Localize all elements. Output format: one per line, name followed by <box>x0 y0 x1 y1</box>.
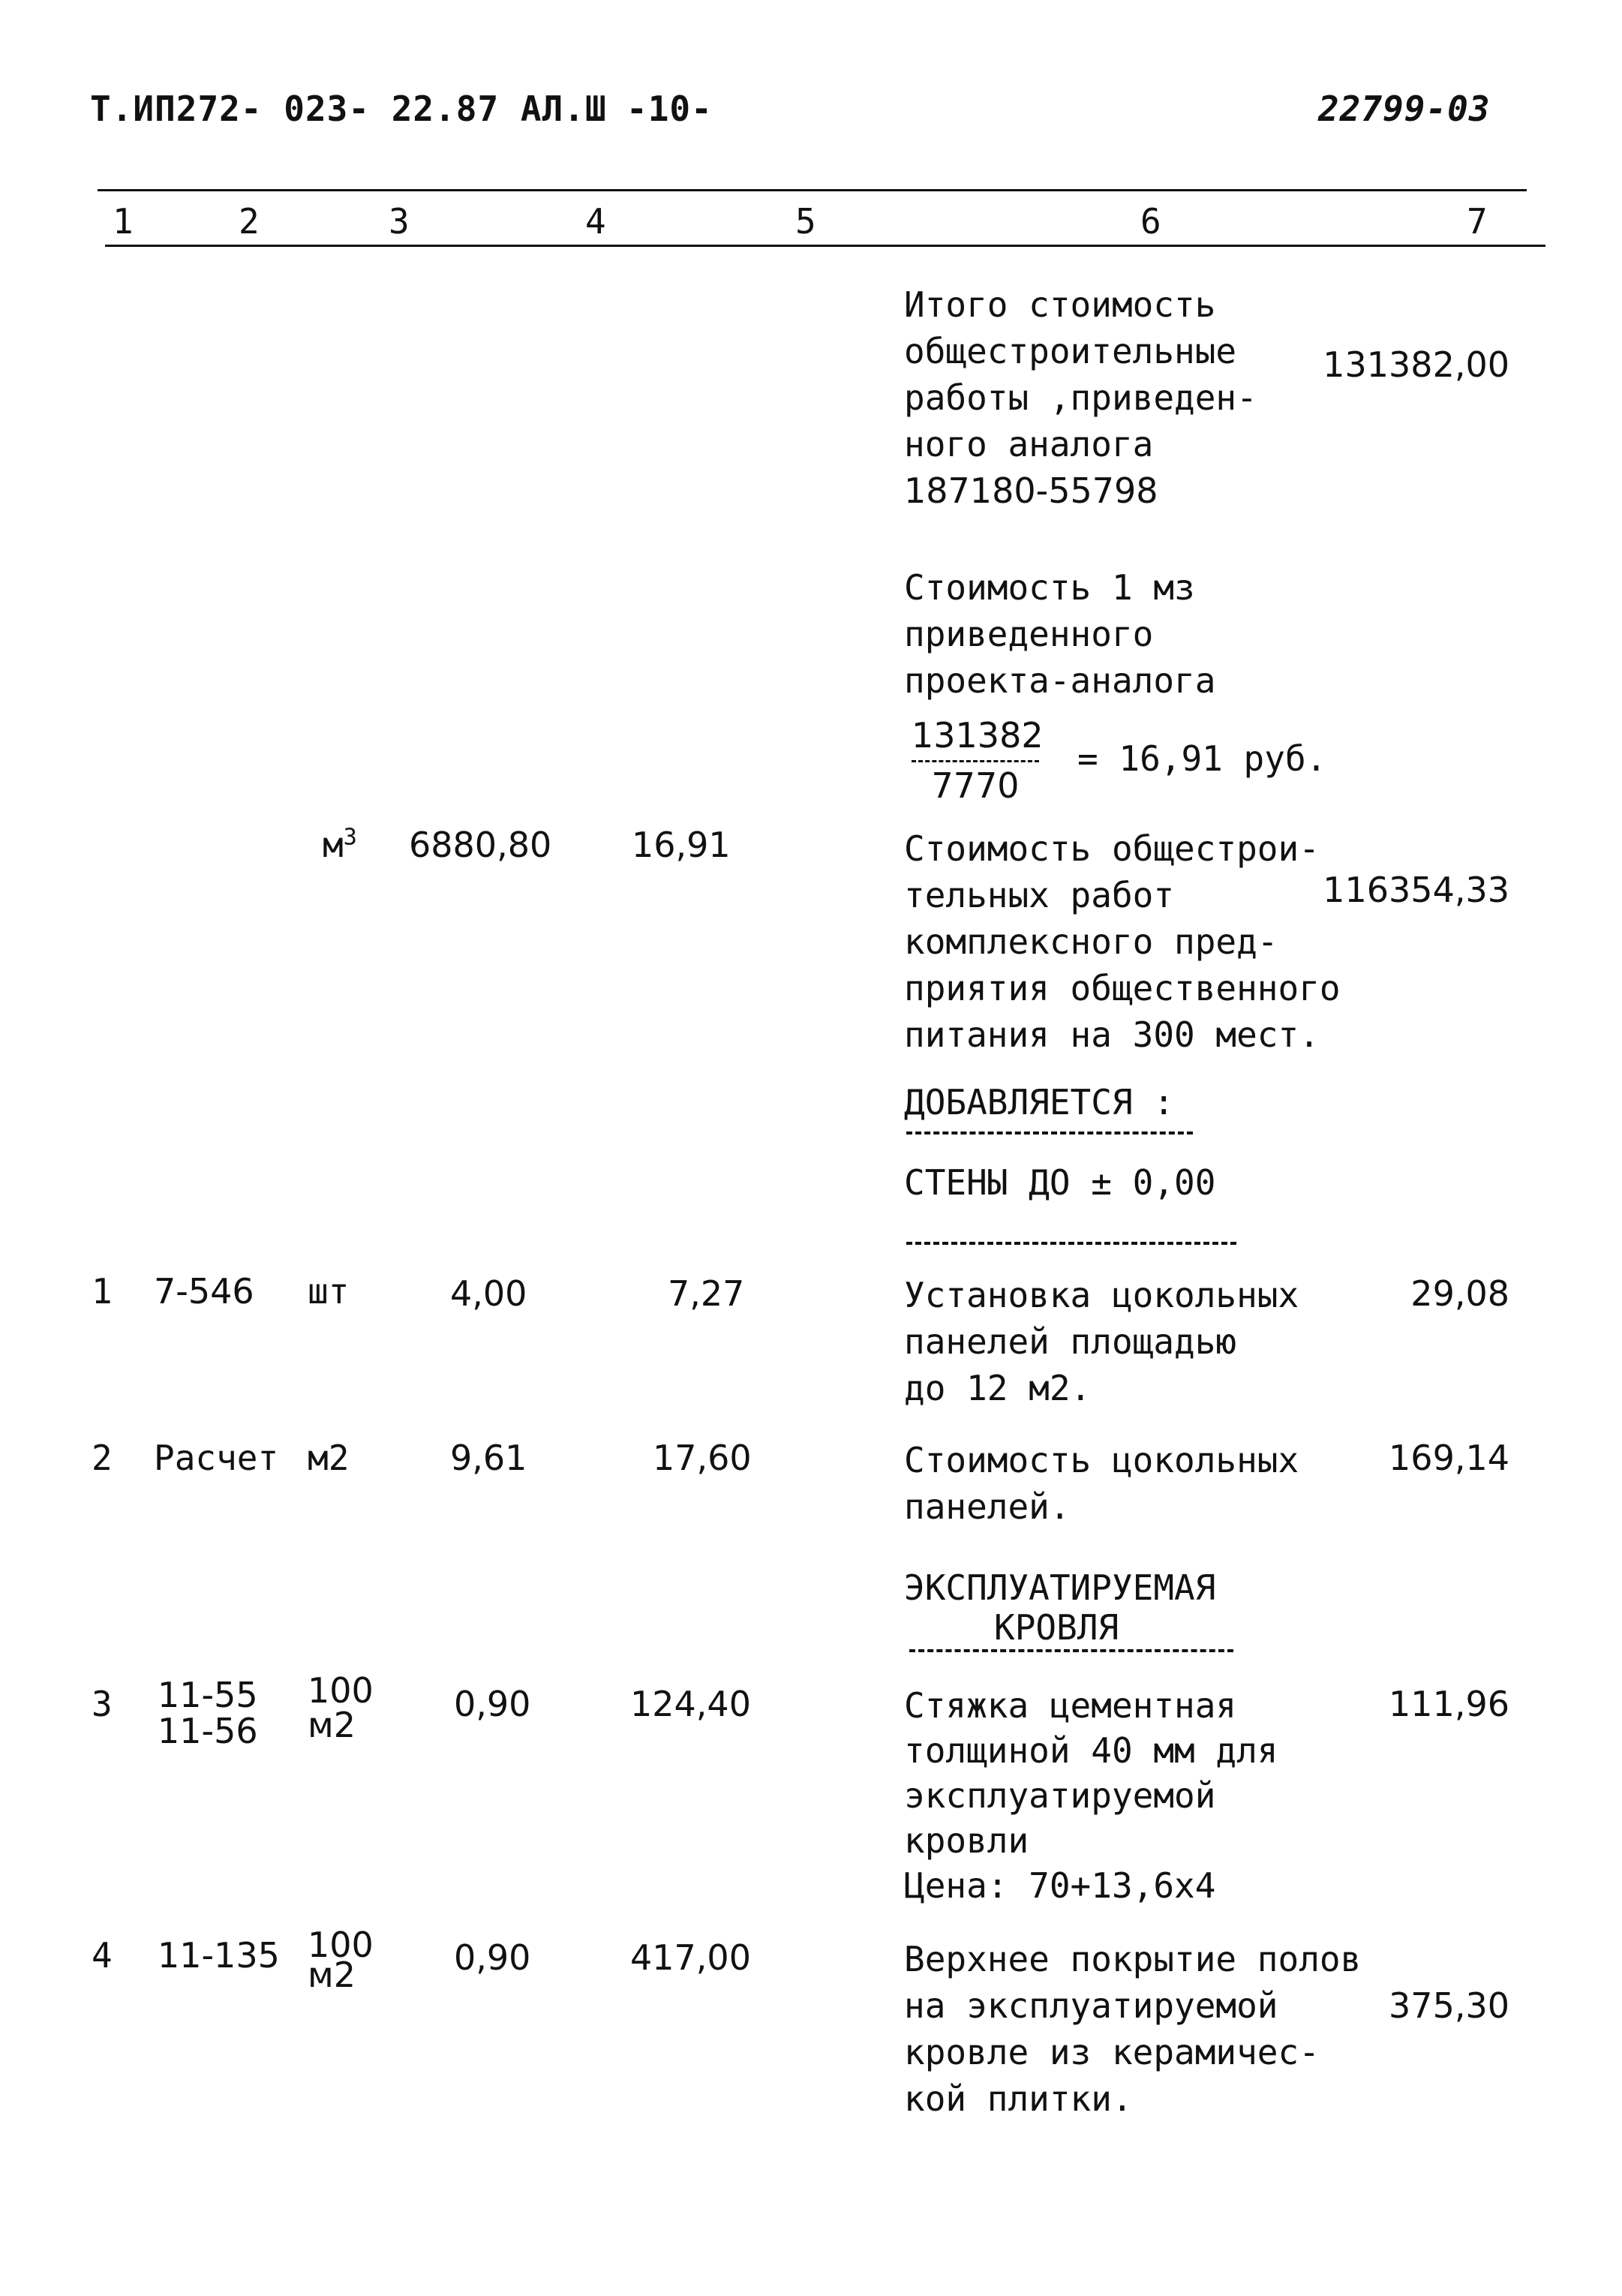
item-2-code: Расчет <box>154 1438 279 1478</box>
analog-total-value: 131382,00 <box>1323 344 1509 385</box>
item-1-price: 7,27 <box>668 1273 745 1314</box>
fraction-bar <box>912 760 1039 762</box>
col-header-3: 3 <box>389 201 410 242</box>
item-3-total: 111,96 <box>1389 1684 1509 1724</box>
item-4-qty: 0,90 <box>454 1937 531 1978</box>
main-unit: $м^3$ <box>323 824 357 865</box>
item-2-number: 2 <box>92 1438 113 1478</box>
item-2-description: Стоимость цокольных панелей. <box>904 1440 1299 1527</box>
section-added-heading: ДОБАВЛЯЕТСЯ : <box>904 1082 1175 1122</box>
section-roof-heading: ЭКСПЛУАТИРУЕМАЯ <box>904 1567 1216 1608</box>
fraction-result: = 16,91 руб. <box>1077 738 1327 779</box>
main-price: 16,91 <box>632 825 731 865</box>
item-3-description: Стяжка цементная толщиной 40 мм для эксплуатируемой кровли Цена: 70+13,6х4 <box>904 1685 1278 1906</box>
item-4-number: 4 <box>92 1935 113 1976</box>
item-3-unit: 100 м2 <box>308 1670 374 1745</box>
section-roof-heading-2: КРОВЛЯ <box>994 1607 1119 1648</box>
section-walls-heading: СТЕНЫ ДО ± 0,00 <box>904 1162 1216 1203</box>
item-2-price: 17,60 <box>653 1438 752 1478</box>
main-total: 116354,33 <box>1323 870 1509 910</box>
page-number: -10- <box>626 89 713 129</box>
analog-total-description: Итого стоимость общестроительные работы ,приведен- ного аналога 187180-55798 <box>904 284 1257 511</box>
item-1-total: 29,08 <box>1410 1273 1509 1314</box>
item-3-price: 124,40 <box>630 1684 751 1724</box>
item-1-qty: 4,00 <box>450 1273 527 1314</box>
unit-cost-fraction <box>912 715 1044 806</box>
item-4-price: 417,00 <box>630 1937 751 1978</box>
section-added-underline <box>906 1131 1193 1134</box>
item-4-unit: 100 м2 <box>308 1925 374 1995</box>
document-code: Т.ИП272- 023- 22.87 АЛ.Ш <box>90 89 607 129</box>
item-1-number: 1 <box>92 1271 113 1312</box>
table-top-rule <box>98 189 1527 191</box>
col-header-5: 5 <box>795 201 816 242</box>
main-description: Стоимость общестрои- тельных работ комплексного пред- приятия общественного питания на 300 мест. <box>904 828 1341 1055</box>
col-header-2: 2 <box>239 201 260 242</box>
item-1-unit: шт <box>308 1271 350 1312</box>
unit-cost-description: Стоимость 1 мз приведенного проекта-аналога <box>904 567 1216 701</box>
document-number: 22799-03 <box>1318 89 1491 129</box>
col-header-7: 7 <box>1467 201 1488 242</box>
col-header-4: 4 <box>585 201 606 242</box>
item-1-description: Установка цокольных панелей площадью до 12 м2. <box>904 1275 1299 1408</box>
fraction-numerator: 131382 <box>912 715 1044 756</box>
item-4-total: 375,30 <box>1389 1985 1509 2026</box>
table-header-rule <box>105 245 1545 247</box>
col-header-1: 1 <box>113 201 134 242</box>
main-qty: 6880,80 <box>409 825 552 865</box>
item-4-code: 11-135 <box>158 1935 280 1976</box>
col-header-6: 6 <box>1140 201 1161 242</box>
section-walls-underline <box>906 1242 1236 1245</box>
item-2-qty: 9,61 <box>450 1438 527 1478</box>
item-2-unit: м2 <box>308 1438 350 1478</box>
item-2-total: 169,14 <box>1389 1438 1509 1478</box>
item-3-qty: 0,90 <box>454 1684 531 1724</box>
item-1-code: 7-546 <box>154 1271 254 1312</box>
item-3-code: 11-55 11-56 <box>158 1675 258 1751</box>
fraction-denominator: 7770 <box>931 765 1020 806</box>
section-roof-underline <box>909 1649 1233 1652</box>
item-3-number: 3 <box>92 1684 113 1724</box>
item-4-description: Верхнее покрытие полов на эксплуатируемой кровле из керамичес- кой плитки. <box>904 1939 1362 2119</box>
